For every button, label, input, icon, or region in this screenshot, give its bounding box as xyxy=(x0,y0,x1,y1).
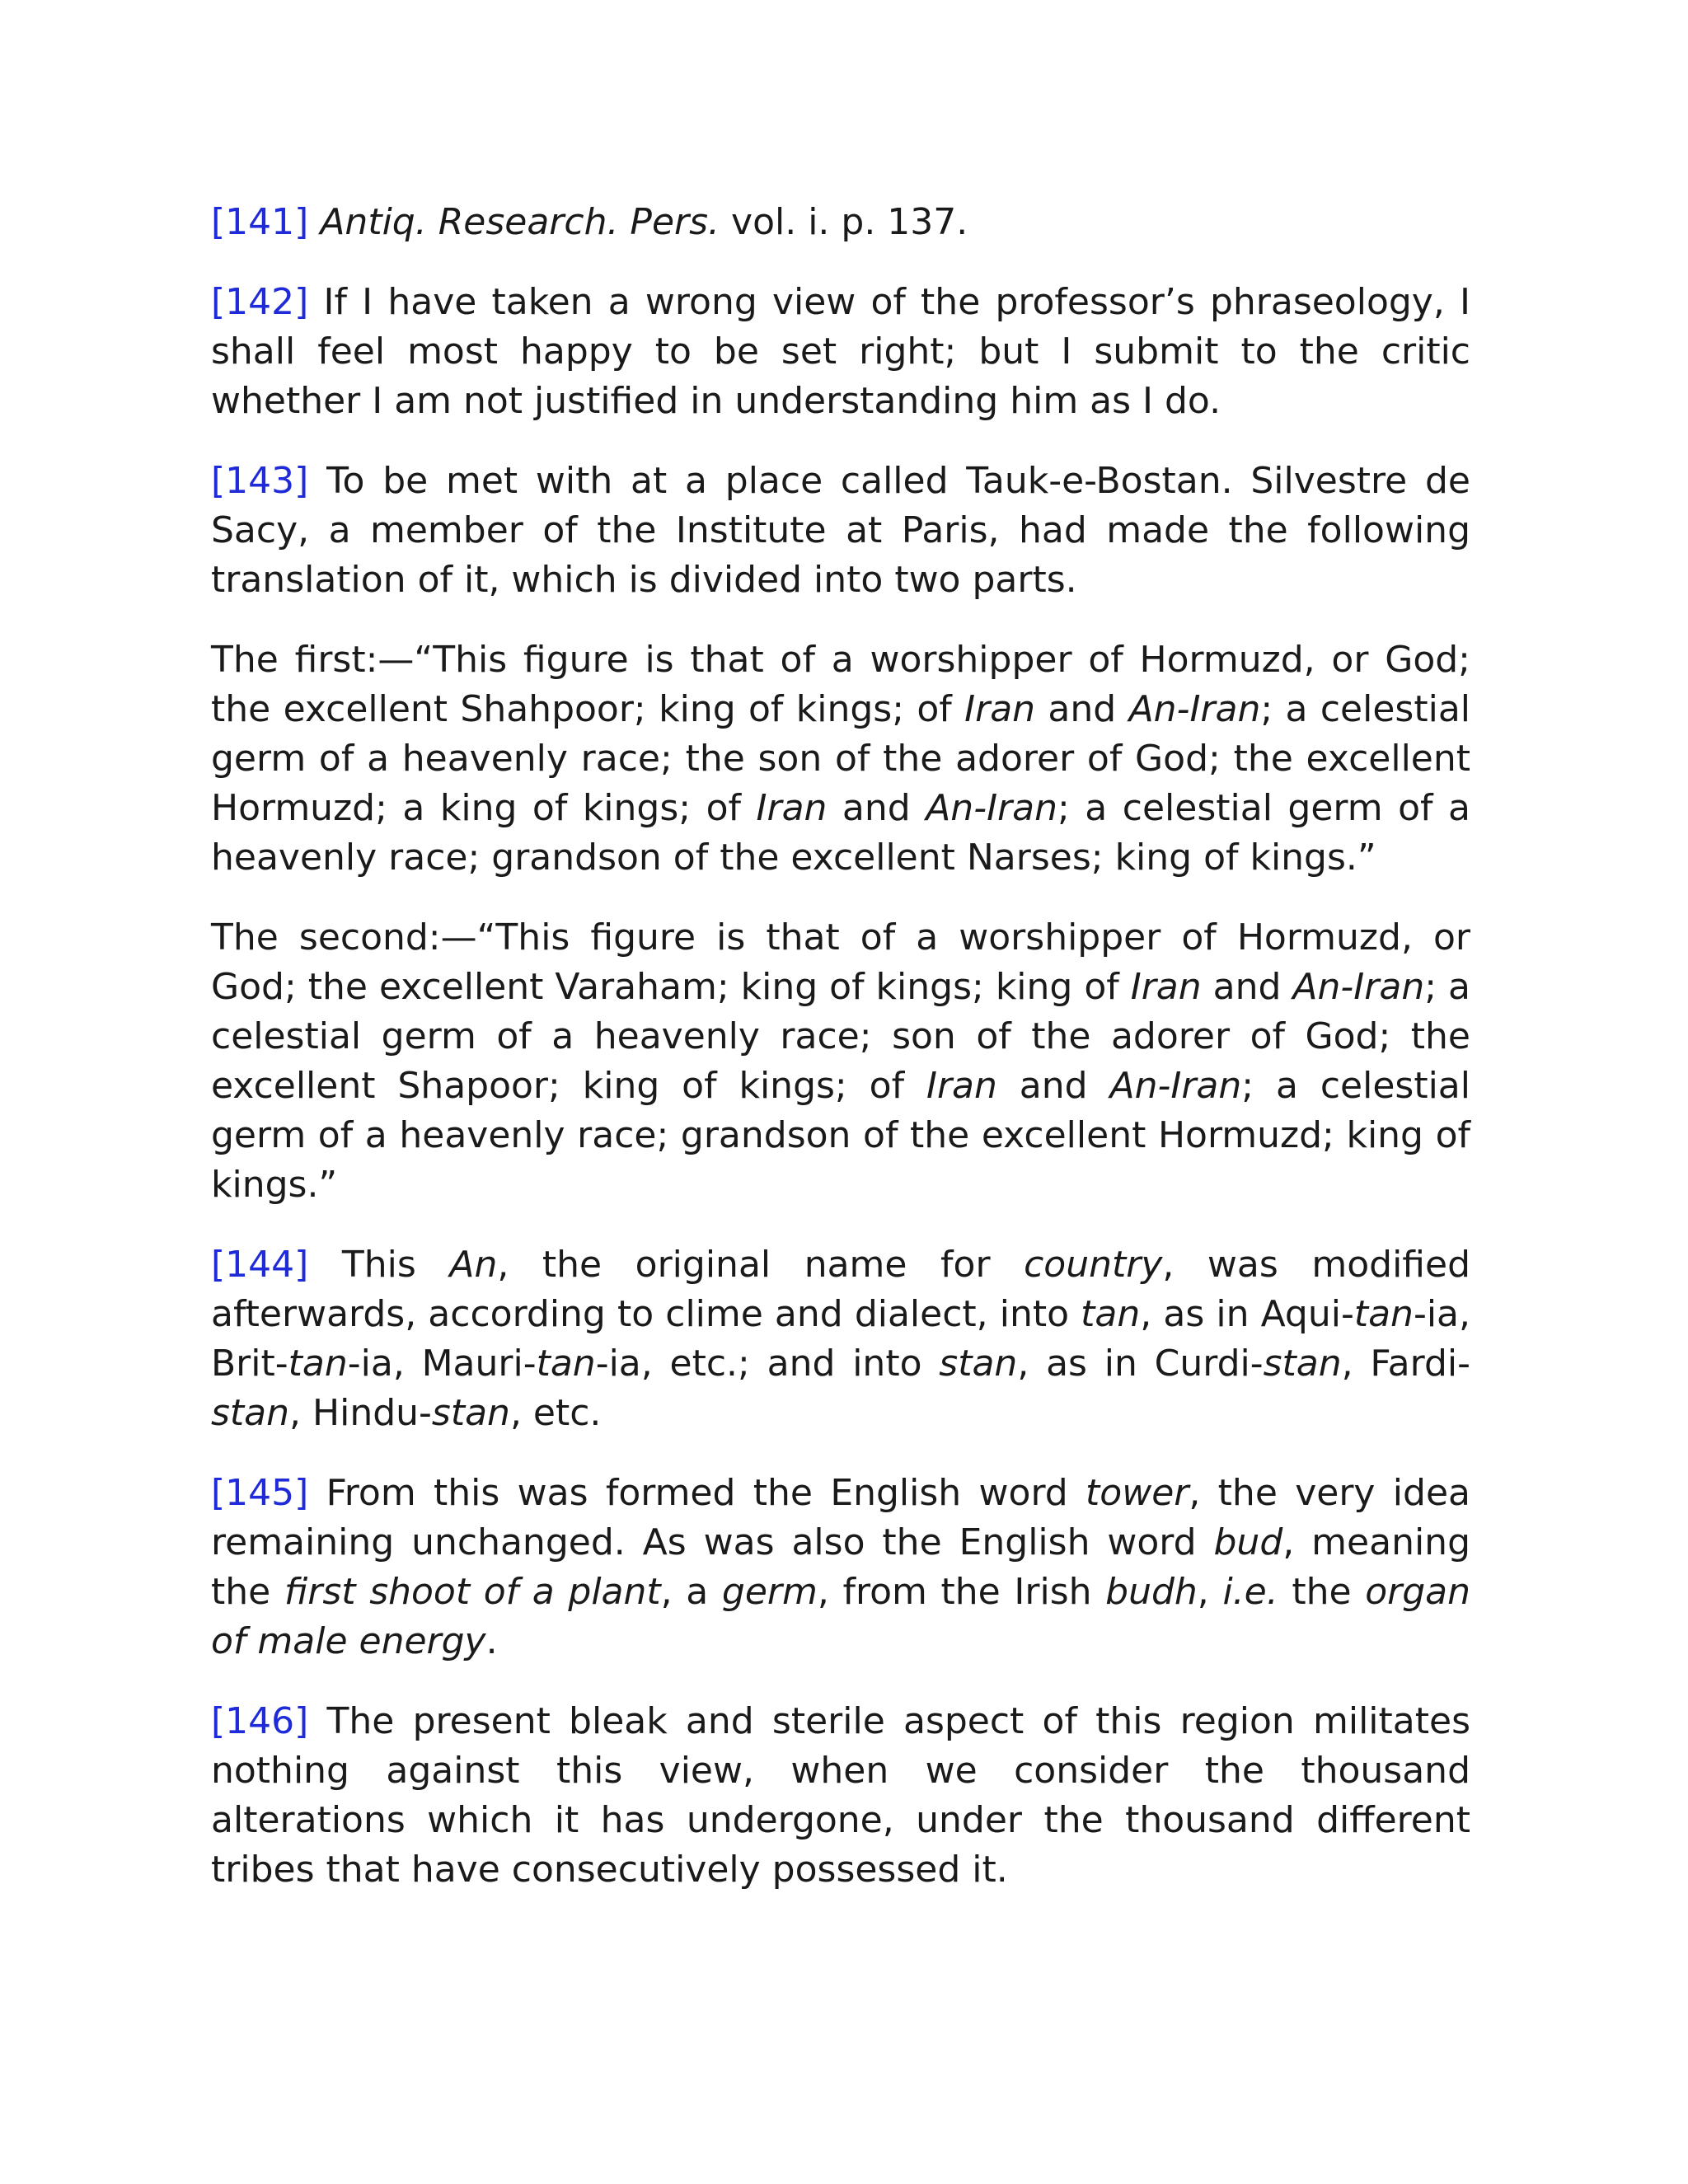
text-run: and xyxy=(1035,688,1129,730)
text-run: -ia, Brit- xyxy=(211,1293,1470,1385)
italic-text: organ of male energy xyxy=(211,1571,1471,1662)
footnote-backlink[interactable]: [143] xyxy=(211,460,309,502)
text-run: and xyxy=(996,1065,1110,1107)
footnote-backlink[interactable]: [145] xyxy=(211,1472,309,1514)
italic-text: bud xyxy=(1213,1521,1283,1563)
italic-text: tan xyxy=(1353,1293,1414,1335)
text-run: -ia, etc.; and into xyxy=(595,1343,940,1385)
text-run: and xyxy=(827,787,926,829)
text-run: The first:—“This figure is that of a worshipper of Hormuzd, or God; the excellent Shahpoor; king of kings; of xyxy=(211,639,1470,730)
text-run: -ia, Mauri- xyxy=(347,1343,537,1385)
footnote-backlink[interactable]: [141] xyxy=(211,201,309,243)
italic-text: germ xyxy=(721,1571,818,1613)
text-run: , etc. xyxy=(509,1392,602,1434)
footnote-144 xyxy=(211,1240,1470,1438)
text-run: , the very idea remaining unchanged. As was also the English word xyxy=(211,1472,1470,1563)
text-run: the xyxy=(1278,1571,1366,1613)
italic-text: tower xyxy=(1085,1472,1189,1514)
text-run: ; a celestial germ of a heavenly race; the son of the adorer of God; the excellent Hormuzd; a king of kings; of xyxy=(211,688,1471,829)
italic-text: stan xyxy=(939,1343,1018,1385)
text-run: , the original name for xyxy=(497,1244,1025,1286)
footnote-continuation xyxy=(211,635,1470,883)
footnote-backlink[interactable]: [142] xyxy=(211,281,309,323)
text-run: , xyxy=(1197,1571,1223,1613)
text-run: This xyxy=(308,1244,450,1286)
italic-text: Iran xyxy=(926,1065,997,1107)
italic-text: tan xyxy=(1081,1293,1141,1335)
footnote-backlink[interactable]: [146] xyxy=(211,1700,309,1742)
text-run: The second:—“This figure is that of a worshipper of Hormuzd, or God; the excellent Varaham; king of kings; king of xyxy=(211,916,1470,1008)
text-run xyxy=(308,201,320,243)
italic-text: budh xyxy=(1105,1571,1198,1613)
text-run: , as in Aqui- xyxy=(1140,1293,1354,1335)
text-run: To be met with at a place called Tauk-e-Bostan. Silvestre de Sacy, a member of the Institute at Paris, had made the following translation of it, which is divided into two parts. xyxy=(211,460,1470,601)
text-run: ; a celestial germ of a heavenly race; son of the adorer of God; the excellent Shapoor; king of kings; of xyxy=(211,966,1470,1107)
italic-text: first shoot of a plant xyxy=(284,1571,661,1613)
text-run: , a xyxy=(660,1571,722,1613)
footnote-146 xyxy=(211,1697,1470,1895)
italic-text: tan xyxy=(288,1343,348,1385)
italic-text: An-Iran xyxy=(1109,1065,1242,1107)
italic-text: tan xyxy=(536,1343,596,1385)
italic-text: Iran xyxy=(1130,966,1202,1008)
italic-text: Antiq. Research. Pers. xyxy=(320,201,720,243)
text-run: , Hindu- xyxy=(289,1392,432,1434)
text-run: , meaning the xyxy=(211,1521,1471,1613)
text-run: and xyxy=(1201,966,1293,1008)
italic-text: stan xyxy=(431,1392,510,1434)
text-run: , from the Irish xyxy=(817,1571,1106,1613)
text-run: vol. i. p. 137. xyxy=(720,201,968,243)
text-run: ; a celestial germ of a heavenly race; grandson of the excellent Hormuzd; king of kings.” xyxy=(211,1065,1470,1206)
text-run: , as in Curdi- xyxy=(1017,1343,1264,1385)
footnote-143 xyxy=(211,457,1470,605)
italic-text: stan xyxy=(211,1392,290,1434)
text-run: , was modified afterwards, according to clime and dialect, into xyxy=(211,1244,1471,1335)
italic-text: An-Iran xyxy=(1292,966,1425,1008)
italic-text: An-Iran xyxy=(926,787,1057,829)
italic-text: Iran xyxy=(964,688,1036,730)
footnote-142 xyxy=(211,278,1470,426)
text-run: From this was formed the English word xyxy=(308,1472,1086,1514)
text-run: ; a celestial germ of a heavenly race; grandson of the excellent Narses; king of kings.” xyxy=(211,787,1470,879)
text-run: . xyxy=(485,1620,498,1662)
italic-text: i.e. xyxy=(1222,1571,1278,1613)
text-run: If I have taken a wrong view of the professor’s phraseology, I shall feel most happy to be set right; but I submit to the critic whether I am not justified in understanding him as I do. xyxy=(211,281,1470,422)
italic-text: country xyxy=(1024,1244,1163,1286)
italic-text: An xyxy=(449,1244,498,1286)
text-run: The present bleak and sterile aspect of this region militates nothing against this view, when we consider the thousand alterations which it has undergone, under the thousand different tribes that have consecutively possessed it. xyxy=(211,1700,1470,1891)
footnote-141 xyxy=(211,198,1470,247)
text-run: , Fardi- xyxy=(1341,1343,1470,1385)
footnote-145 xyxy=(211,1469,1470,1666)
footnote-backlink[interactable]: [144] xyxy=(211,1244,309,1286)
footnote-continuation xyxy=(211,913,1470,1210)
italic-text: stan xyxy=(1263,1343,1342,1385)
italic-text: Iran xyxy=(756,787,828,829)
footnotes-page xyxy=(211,198,1470,1925)
italic-text: An-Iran xyxy=(1128,688,1261,730)
